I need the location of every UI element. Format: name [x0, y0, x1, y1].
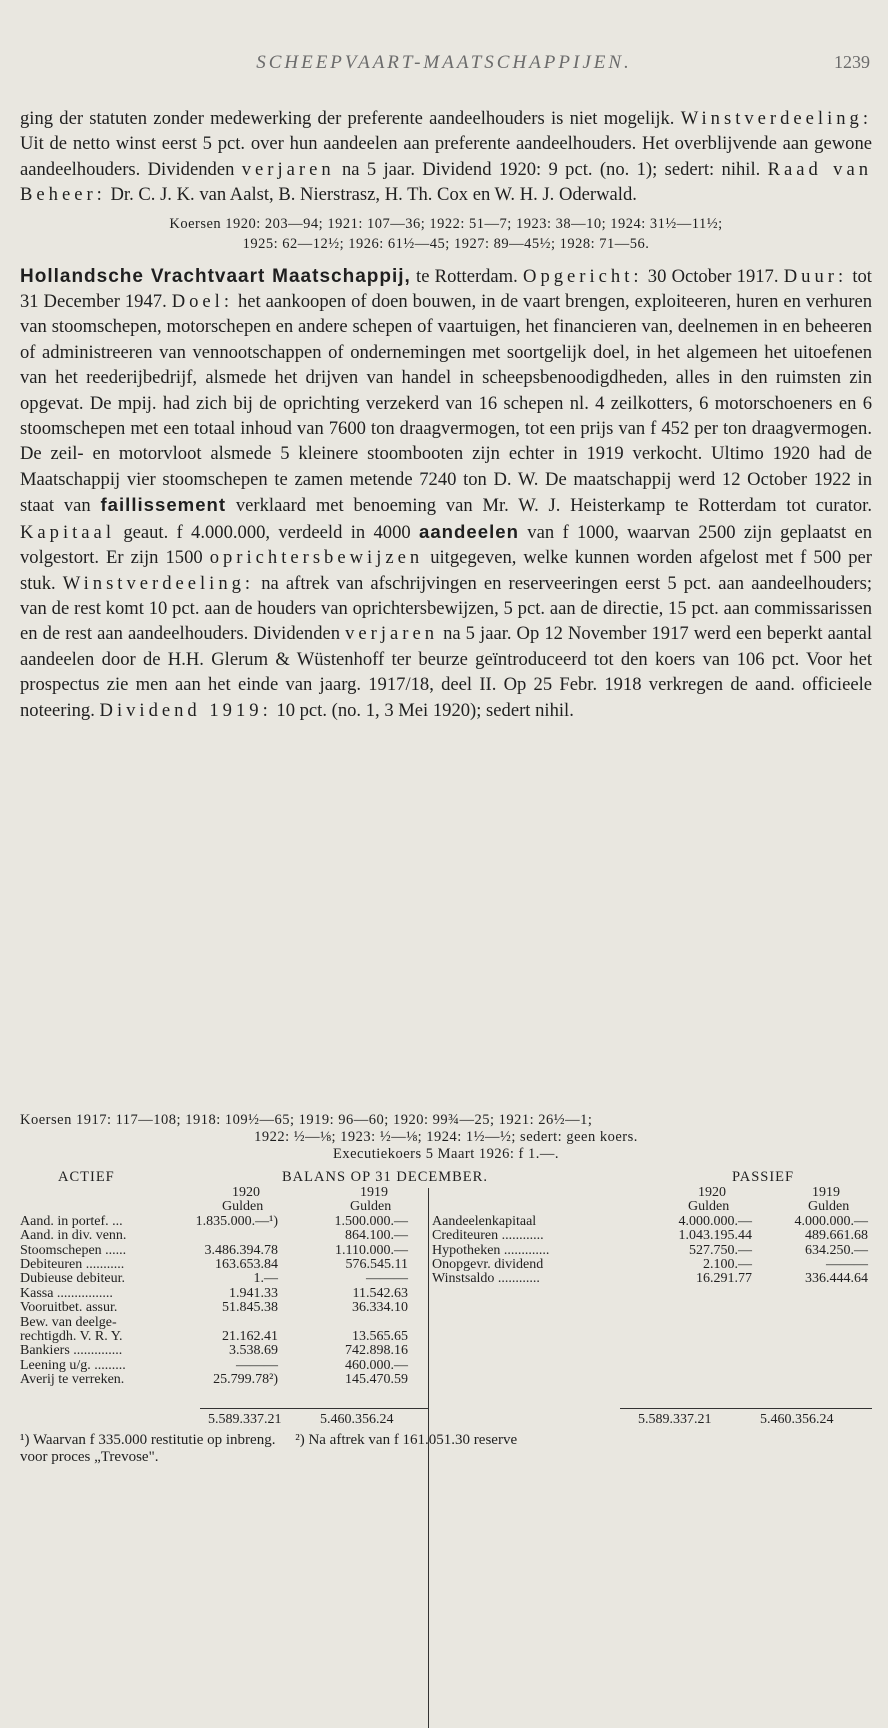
value-1920: 2.100.—	[703, 1256, 752, 1272]
value-1919: 1.110.000.—	[335, 1242, 408, 1258]
value-1919: 576.545.11	[345, 1256, 408, 1272]
value-1920: 4.000.000.—	[678, 1213, 752, 1229]
year-header	[20, 1186, 430, 1200]
balance-row	[20, 1215, 430, 1229]
balance-row	[20, 1272, 430, 1286]
raad-label: Raad van Beheer:	[20, 158, 872, 206]
balance-row	[20, 1244, 430, 1258]
total-rule	[620, 1408, 872, 1409]
value-1919: 489.661.68	[805, 1228, 868, 1244]
year-1920: 1920	[698, 1185, 726, 1200]
koersen-line: 1922: ½—⅛; 1923: ½—⅛; 1924: 1½—½; sedert: geen koers.	[254, 1129, 638, 1145]
koersen-line: Koersen 1917: 117—108; 1918: 109½—65; 1919: 96—60; 1920: 99¾—25; 1921: 26½—1;	[20, 1112, 593, 1128]
row-label: Hypotheken .............	[432, 1242, 550, 1258]
year-1920: 1920	[232, 1185, 260, 1200]
executiekoers-line: Executiekoers 5 Maart 1926: f 1.—.	[333, 1146, 559, 1162]
unit-header	[432, 1200, 872, 1214]
actief-label: ACTIEF	[58, 1169, 115, 1185]
intro-text-2: Uit de netto winst eerst 5 pct. over hun aandeelen aan preferente aandeelhouders. Het overblijvende aan gewone aandeelhouders. Dividenden	[20, 133, 872, 180]
value-1920: 1.—	[253, 1271, 278, 1287]
balance-row	[20, 1258, 430, 1272]
company-paragraph	[20, 264, 872, 723]
passief-label: PASSIEF	[732, 1169, 795, 1185]
row-label: Vooruitbet. assur.	[20, 1300, 118, 1316]
koersen-block-2	[20, 1112, 872, 1163]
value-1920: 16.291.77	[696, 1271, 752, 1287]
company-location: te Rotterdam.	[416, 265, 518, 287]
dividend-text: 10 pct. (no. 1, 3 Mei 1920); sedert nihil.	[276, 699, 574, 721]
total-passief-1919: 5.460.356.24	[760, 1412, 834, 1427]
passief-column	[432, 1186, 872, 1287]
value-1919: 4.000.000.—	[794, 1213, 868, 1229]
running-title: SCHEEPVAART-MAATSCHAPPIJEN.	[256, 52, 632, 73]
actief-column	[20, 1186, 430, 1387]
value-1920: 3.538.69	[229, 1343, 278, 1359]
balance-header	[20, 1170, 872, 1186]
balance-row	[20, 1287, 430, 1301]
actief-rows	[20, 1215, 430, 1388]
company-name: Hollandsche Vrachtvaart Maatschappij,	[20, 265, 411, 287]
value-1919: 145.470.59	[345, 1372, 408, 1388]
balance-row	[432, 1258, 872, 1272]
balance-row	[20, 1316, 430, 1330]
unit-label: Gulden	[350, 1199, 392, 1215]
faillissement-label: faillissement	[100, 494, 227, 516]
balance-sheet	[20, 1169, 872, 1388]
balance-row	[20, 1359, 430, 1373]
value-1919: 864.100.—	[345, 1228, 408, 1244]
row-label: Aandeelenkapitaal	[432, 1213, 537, 1229]
row-label: Winstsaldo ............	[432, 1271, 540, 1287]
row-label: Aand. in div. venn.	[20, 1228, 127, 1244]
opgericht-label: Opgericht:	[523, 265, 643, 287]
row-label: Debiteuren ...........	[20, 1256, 125, 1272]
row-label: Onopgevr. dividend	[432, 1256, 544, 1272]
row-label: Leening u/g. .........	[20, 1357, 126, 1373]
balance-title: BALANS OP 31 DECEMBER.	[282, 1169, 488, 1185]
balance-row	[432, 1229, 872, 1243]
koersen-line: Koersen 1920: 203—94; 1921: 107—36; 1922: 51—7; 1923: 38—10; 1924: 31½—11½;	[169, 215, 723, 232]
value-1919: 1.500.000.—	[334, 1213, 408, 1229]
koersen-line: 1925: 62—12½; 1926: 61½—45; 1927: 89—45½; 1928: 71—56.	[242, 235, 650, 252]
verjaren-text: na 5 jaar. Op 12 November 1917 werd een beperkt aantal aandeelen door de H.H. Glerum & Wüstenhoff ter beurze geïntroduceerd tot den koers van 106 pct. Voor het prospectus zie men aan het einde van jaarg. 1917/18, deel II. Op 25 Febr. 1918 verkregen de aand. officieele noteering.	[20, 623, 873, 721]
passief-rows	[432, 1215, 872, 1287]
duur-value: tot 31 December 1947.	[20, 265, 872, 313]
value-1920: 21.162.41	[222, 1328, 278, 1344]
oprichtersbewijzen-label: oprichtersbewijzen	[209, 547, 424, 569]
value-1920: 163.653.84	[215, 1256, 278, 1272]
oprichtersbewijzen-text: uitgegeven, welke kunnen worden afgelost met f 500 per stuk.	[20, 547, 872, 594]
row-label: Aand. in portef. ...	[20, 1213, 123, 1229]
winstverdeeling-text: na aftrek van afschrijvingen en reserveeringen eerst 5 pct. aan aandeelhouders; van de rest komt 10 pct. aan de houders van oprichtersbewijzen, 5 pct. aan de directie, 15 pct. aan commissarissen en de rest aan aandeelhouders. Dividenden	[20, 572, 872, 645]
footnote-1: ¹) Waarvan f 335.000 restitutie op inbreng.	[20, 1432, 276, 1448]
total-actief-1919: 5.460.356.24	[320, 1412, 394, 1427]
total-passief-1920: 5.589.337.21	[638, 1412, 712, 1427]
value-1919: 13.565.65	[352, 1328, 408, 1344]
value-1919: 634.250.—	[805, 1242, 868, 1258]
value-1920: ———	[236, 1357, 278, 1373]
balance-row	[20, 1330, 430, 1344]
main-text	[20, 106, 872, 723]
footnotes	[20, 1432, 872, 1466]
row-label: Bankiers ..............	[20, 1343, 123, 1359]
value-1919: ———	[826, 1256, 868, 1272]
intro-text-4: Dr. C. J. K. van Aalst, B. Nierstrasz, H. Th. Cox en W. H. J. Oderwald.	[110, 184, 637, 206]
row-label: Kassa ................	[20, 1285, 113, 1301]
row-label: rechtigdh. V. R. Y.	[20, 1328, 123, 1344]
balance-row	[20, 1373, 430, 1387]
aandeelen-text: van f 1000, waarvan 2500 zijn geplaatst en volgestort. Er zijn 1500	[20, 521, 873, 569]
total-actief-1920: 5.589.337.21	[208, 1412, 282, 1427]
value-1920: 3.486.394.78	[204, 1242, 278, 1258]
unit-label: Gulden	[808, 1199, 850, 1215]
verjaren-label: verjaren	[241, 158, 335, 180]
value-1919: 336.444.64	[805, 1271, 868, 1287]
year-1919: 1919	[360, 1185, 388, 1200]
value-1919: 460.000.—	[345, 1357, 408, 1373]
curator-text: verklaard met benoeming van Mr. W. J. Heisterkamp te Rotterdam tot curator.	[235, 495, 872, 517]
doel-label: Doel:	[171, 291, 233, 313]
value-1920: 25.799.78²)	[213, 1372, 278, 1388]
value-1919: 742.898.16	[345, 1343, 408, 1359]
winstverdeeling-label-2: Winstverdeeling:	[62, 572, 255, 594]
kapitaal-text: geaut. f 4.000.000, verdeeld in 4000	[123, 521, 411, 543]
duur-label: Duur:	[783, 265, 848, 287]
footnote-3: voor proces „Trevose".	[20, 1449, 159, 1465]
value-1919: 36.334.10	[352, 1300, 408, 1316]
value-1920: 1.835.000.—¹)	[195, 1213, 278, 1229]
unit-header	[20, 1200, 430, 1214]
footnote-2: ²) Na aftrek van f 161.051.30 reserve	[295, 1432, 518, 1448]
year-1919: 1919	[812, 1185, 840, 1200]
value-1919: ———	[366, 1271, 408, 1287]
row-label: Crediteuren ............	[432, 1228, 544, 1244]
doel-text: het aankoopen of doen bouwen, in de vaart brengen, exploiteeren, huren en verhuren van stoomschepen, motorschepen en andere schepen of vaartuigen, het financieren van, deelnemen in en beheeren of administreeren van vennootschappen of ondernemingen met soortgelijk doel, in het algemeen het uitoefenen van het reederijbedrijf, alsmede het drijven van handel in scheepsbenoodigdheden, alles in den ruimsten zin opgevat. De mpij. had zich bij de oprichting verzekerd van 16 schepen nl. 4 zeilkotters, 6 motorschoeners en 6 stoomschepen met een totaal inhoud van 7600 ton draagvermogen, tot een prijs van f 452 per ton draagvermogen. De zeil- en motorvloot alsmede 5 kleinere stoombooten zijn echter in 1919 verkocht. Ultimo 1920 had de Maatschappij vier stoomschepen te zamen metende 7240 ton D. W. De maatschappij werd 12 October 1922 in staat van	[20, 291, 872, 517]
value-1920: 1.941.33	[229, 1285, 278, 1301]
kapitaal-label: Kapitaal	[20, 521, 115, 543]
row-label: Averij te verreken.	[20, 1372, 125, 1388]
unit-label: Gulden	[688, 1199, 730, 1215]
balance-row	[432, 1244, 872, 1258]
unit-label: Gulden	[222, 1199, 264, 1215]
koersen-block-1	[20, 214, 872, 254]
balance-row	[20, 1301, 430, 1315]
footnote-line	[20, 1432, 872, 1449]
intro-text-3: na 5 jaar. Dividend 1920: 9 pct. (no. 1); sedert: nihil.	[341, 158, 761, 180]
verjaren-label-2: verjaren	[345, 623, 439, 645]
total-rule	[200, 1408, 428, 1409]
row-label: Bew. van deelge-	[20, 1314, 117, 1330]
page-number: 1239	[834, 52, 870, 72]
row-label: Stoomschepen ......	[20, 1242, 127, 1258]
value-1920: 527.750.—	[689, 1242, 752, 1258]
value-1919: 11.542.63	[352, 1285, 408, 1301]
dividend-label: Dividend 1919:	[99, 699, 272, 721]
value-1920: 51.845.38	[222, 1300, 278, 1316]
balance-row	[20, 1344, 430, 1358]
balance-row	[432, 1215, 872, 1229]
intro-text-1: ging der statuten zonder medewerking der preferente aandeelhouders is niet mogelijk.	[20, 108, 675, 129]
row-label: Dubieuse debiteur.	[20, 1271, 125, 1287]
year-header	[432, 1186, 872, 1200]
balance-row	[20, 1229, 430, 1243]
winstverdeeling-label: Winstverdeeling:	[680, 108, 872, 129]
intro-paragraph	[20, 106, 872, 208]
running-header	[0, 52, 888, 82]
aandeelen-label: aandeelen	[419, 520, 519, 542]
value-1920: 1.043.195.44	[678, 1228, 752, 1244]
opgericht-value: 30 October 1917.	[647, 265, 779, 287]
balance-row	[432, 1272, 872, 1286]
